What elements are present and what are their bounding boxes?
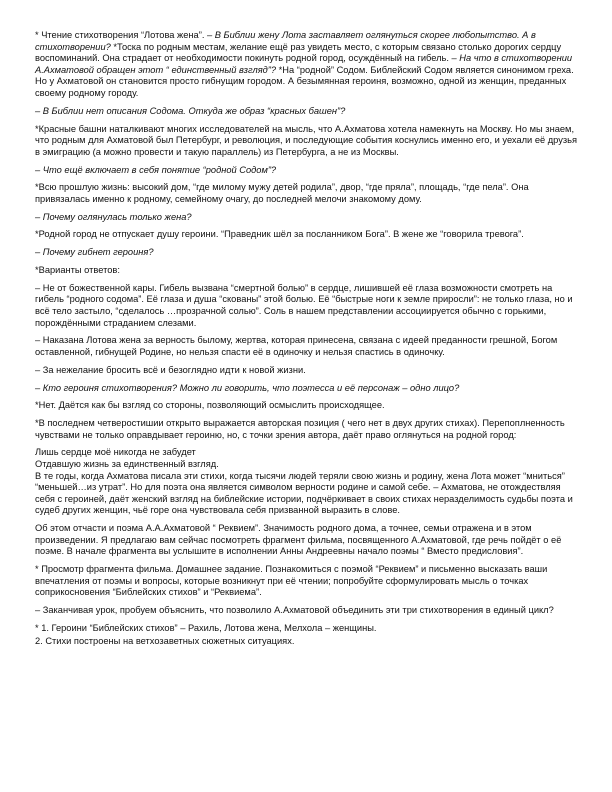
- paragraph-1-question-2: – На что в стихотворении А.Ахматовой обращен этот “ единственный взгляд”?: [35, 53, 573, 75]
- paragraph-1: [35, 30, 578, 100]
- paragraph-10: – Не от божественной кары. Гибель вызвана “смертной болью” в сердце, лишившей её глаза возможности смотреть на гибель “родного содома”. Её глаза и душа “скованы” этой болью. Её “быстрые ноги к земле приросли”: не только глаза, но и всё тело застыло, “сделалось …прозрачной солью”. Соль в нашем представлении ассоциируется обычно с горькими, порождёнными страданием слезами.: [35, 282, 573, 328]
- paragraph-14: *Нет. Даётся как бы взгляд со стороны, позволяющий осмыслить происходящее.: [35, 400, 385, 411]
- paragraph-20: * Просмотр фрагмента фильма. Домашнее задание. Познакомиться с поэмой “Реквием” и письменно высказать ваши впечатления от поэмы и вопросы, которые возникнут при её чтении; попробуйте сформулировать мысль о точках соприкосновения “Библейских стихов” и “Реквиема”.: [35, 564, 548, 598]
- paragraph-1-question-1: – В Библии жену Лота заставляет оглянуться скорее любопытство. А в стихотворении?: [35, 30, 536, 52]
- paragraph-1-text-1: * Чтение стихотворения “Лотова жена”.: [35, 30, 207, 40]
- paragraph-13-question: – Кто героиня стихотворения? Можно ли говорить, что поэтесса и её персонаж – одно лицо?: [35, 382, 460, 393]
- poem-line-1: Лишь сердце моё никогда не забудет: [35, 447, 196, 458]
- list-item-1: * 1. Героини “Библейских стихов” – Рахиль, Лотова жена, Мелхола – женщины.: [35, 622, 377, 633]
- paragraph-19: Об этом отчасти и поэма А.А.Ахматовой “ Реквием”. Значимость родного дома, а точнее, семьи отражена и в этом произведении. Я предлагаю вам сейчас посмотреть фрагмент фильма, посвященного А.Ахматовой, где речь пойдёт о её поэме. В начале фрагмента вы услышите в исполнении Анны Андреевны начало поэмы “ Вместо предисловия”.: [35, 523, 562, 557]
- paragraph-2-question: – В Библии нет описания Содома. Откуда же образ “красных башен”?: [35, 105, 346, 116]
- paragraph-3: *Красные башни наталкивают многих исследователей на мысль, что А.Ахматова хотела намекнуть на Москву. Но мы знаем, что родным для Ахматовой был Петербург, и революция, и последующие события коснулись именно его, и уехали её друзья в эмиграцию (а можно провести и такую параллель) из Петербурга, а не из Москвы.: [35, 123, 578, 157]
- paragraph-9: *Варианты ответов:: [35, 265, 120, 275]
- paragraph-7: *Родной город не отпускает душу героини. “Праведник шёл за посланником Бога”. В жене же “говорила тревога”.: [35, 229, 524, 240]
- paragraph-6-question: – Почему оглянулась только жена?: [35, 211, 192, 222]
- paragraph-1-text-3: *На “родной” Содом. Библейский Содом является синонимом греха. Но у Ахматовой он становится просто гибнущим городом. А безымянная героиня, возможно, одной из женщин, преданных своему родному городу.: [35, 64, 574, 98]
- poem-line-2: Отдавшую жизнь за единственный взгляд.: [35, 459, 219, 470]
- paragraph-4-question: – Что ещё включает в себя понятие “родной Содом”?: [35, 164, 277, 175]
- list-item-2: 2. Стихи построены на ветхозаветных сюжетных ситуациях.: [35, 635, 295, 646]
- paragraph-5: *Всю прошлую жизнь: высокий дом, “где милому мужу детей родила”, двор, “где пряла”, площадь, “где пела”. Она привязалась именно к родному, семейному очагу, до последней мелочи знакомому дому.: [35, 182, 529, 204]
- paragraph-18: В те годы, когда Ахматова писала эти стихи, когда тысячи людей теряли свою жизнь и родину, жена Лота может “мниться” “меньшей…из утрат”. Но для поэта она является символом верности родине и самой себе. – Ахматова, не отождествляя себя с героиней, даёт женский взгляд на библейские истории, подчёркивает в своих стихах неразделимость судьбы поэта и судеб других женщин, чьё горе она чувствовала себя призванной выразить в слове.: [35, 470, 573, 516]
- paragraph-11: – Наказана Лотова жена за верность былому, жертва, которая принесена, связана с идеей преданности грешной, Богом оставленной, гибнущей Родине, но нельзя спасти её в одиночку и нельзя спастись в одиночку.: [35, 335, 558, 357]
- paragraph-8-question: – Почему гибнет героиня?: [35, 247, 154, 258]
- paragraph-21: – Заканчивая урок, пробуем объяснить, что позволило А.Ахматовой объединить эти три стихотворения в единый цикл?: [35, 605, 554, 616]
- paragraph-15: *В последнем четверостишии открыто выражается авторская позиция ( чего нет в двух других стихах). Перепоплненность чувствами не только оправдывает героиню, но, с точки зрения автора, даёт право оглянуться на родной город:: [35, 418, 565, 440]
- paragraph-12: – За нежелание бросить всё и безоглядно идти к новой жизни.: [35, 364, 306, 375]
- paragraph-1-text-2: *Тоска по родным местам, желание ещё раз увидеть место, с которым связано столько дорогих сердцу воспоминаний. Она страдает от необходимости покинуть родной город, осуждённый на гибель.: [35, 41, 562, 64]
